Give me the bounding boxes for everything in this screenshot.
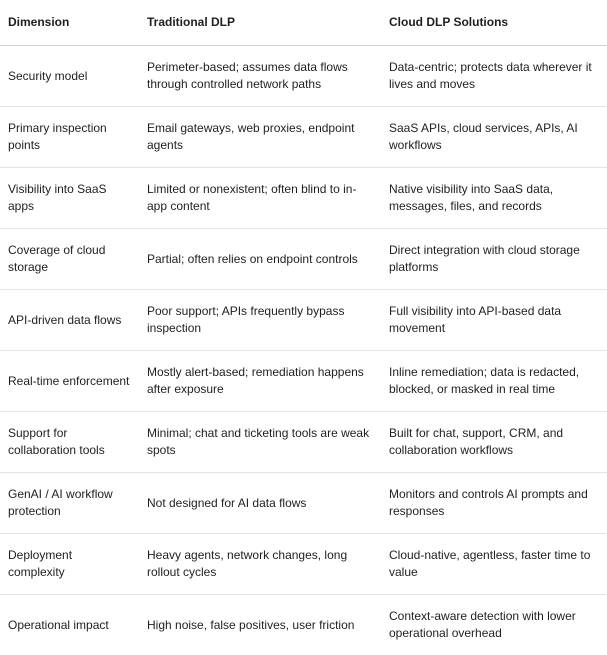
cell-traditional: Heavy agents, network changes, long rollout cycles	[139, 534, 381, 595]
cell-dimension: Primary inspection points	[0, 107, 139, 168]
cell-dimension: Operational impact	[8, 617, 109, 632]
cell-dimension: Deployment complexity	[0, 534, 139, 595]
cell-cloud: Full visibility into API-based data movement	[381, 290, 607, 351]
table-row	[0, 412, 607, 473]
cell-cloud: Direct integration with cloud storage platforms	[381, 229, 607, 290]
cell-cloud: SaaS APIs, cloud services, APIs, AI workflows	[381, 107, 607, 168]
cell-traditional: Partial; often relies on endpoint controls	[139, 229, 381, 290]
table-row	[0, 595, 607, 655]
table-row	[0, 534, 607, 595]
cell-traditional: Poor support; APIs frequently bypass inspection	[139, 290, 381, 351]
cell-cloud: Data-centric; protects data wherever it lives and moves	[381, 46, 607, 107]
cell-traditional: Email gateways, web proxies, endpoint agents	[139, 107, 381, 168]
cell-cloud: Context-aware detection with lower operational overhead	[389, 609, 576, 640]
table-row	[0, 168, 607, 229]
table-row	[0, 290, 607, 351]
table-row	[0, 351, 607, 412]
cell-cloud: Built for chat, support, CRM, and collaboration workflows	[381, 412, 607, 473]
cell-cloud: Inline remediation; data is redacted, blocked, or masked in real time	[381, 351, 607, 412]
table-row	[0, 46, 607, 107]
header-traditional-dlp: Traditional DLP	[139, 0, 381, 46]
cell-traditional: Mostly alert-based; remediation happens after exposure	[139, 351, 381, 412]
cell-cloud: Native visibility into SaaS data, messages, files, and records	[381, 168, 607, 229]
table-row	[0, 473, 607, 534]
header-row	[0, 0, 607, 46]
header-dimension: Dimension	[0, 0, 139, 46]
cell-dimension: Visibility into SaaS apps	[0, 168, 139, 229]
cell-cloud: Cloud-native, agentless, faster time to value	[381, 534, 607, 595]
cell-traditional: High noise, false positives, user friction	[147, 617, 355, 632]
header-cloud-dlp: Cloud DLP Solutions	[381, 0, 607, 46]
cell-traditional: Perimeter-based; assumes data flows through controlled network paths	[139, 46, 381, 107]
cell-dimension: Security model	[0, 46, 139, 107]
cell-traditional: Limited or nonexistent; often blind to in-app content	[139, 168, 381, 229]
cell-dimension: API-driven data flows	[0, 290, 139, 351]
cell-cloud: Monitors and controls AI prompts and responses	[381, 473, 607, 534]
cell-dimension: Coverage of cloud storage	[0, 229, 139, 290]
cell-dimension: GenAI / AI workflow protection	[0, 473, 139, 534]
table-row	[0, 229, 607, 290]
cell-traditional: Not designed for AI data flows	[139, 473, 381, 534]
table-row	[0, 107, 607, 168]
cell-dimension: Real-time enforcement	[0, 351, 139, 412]
cell-dimension: Support for collaboration tools	[0, 412, 139, 473]
cell-traditional: Minimal; chat and ticketing tools are weak spots	[139, 412, 381, 473]
